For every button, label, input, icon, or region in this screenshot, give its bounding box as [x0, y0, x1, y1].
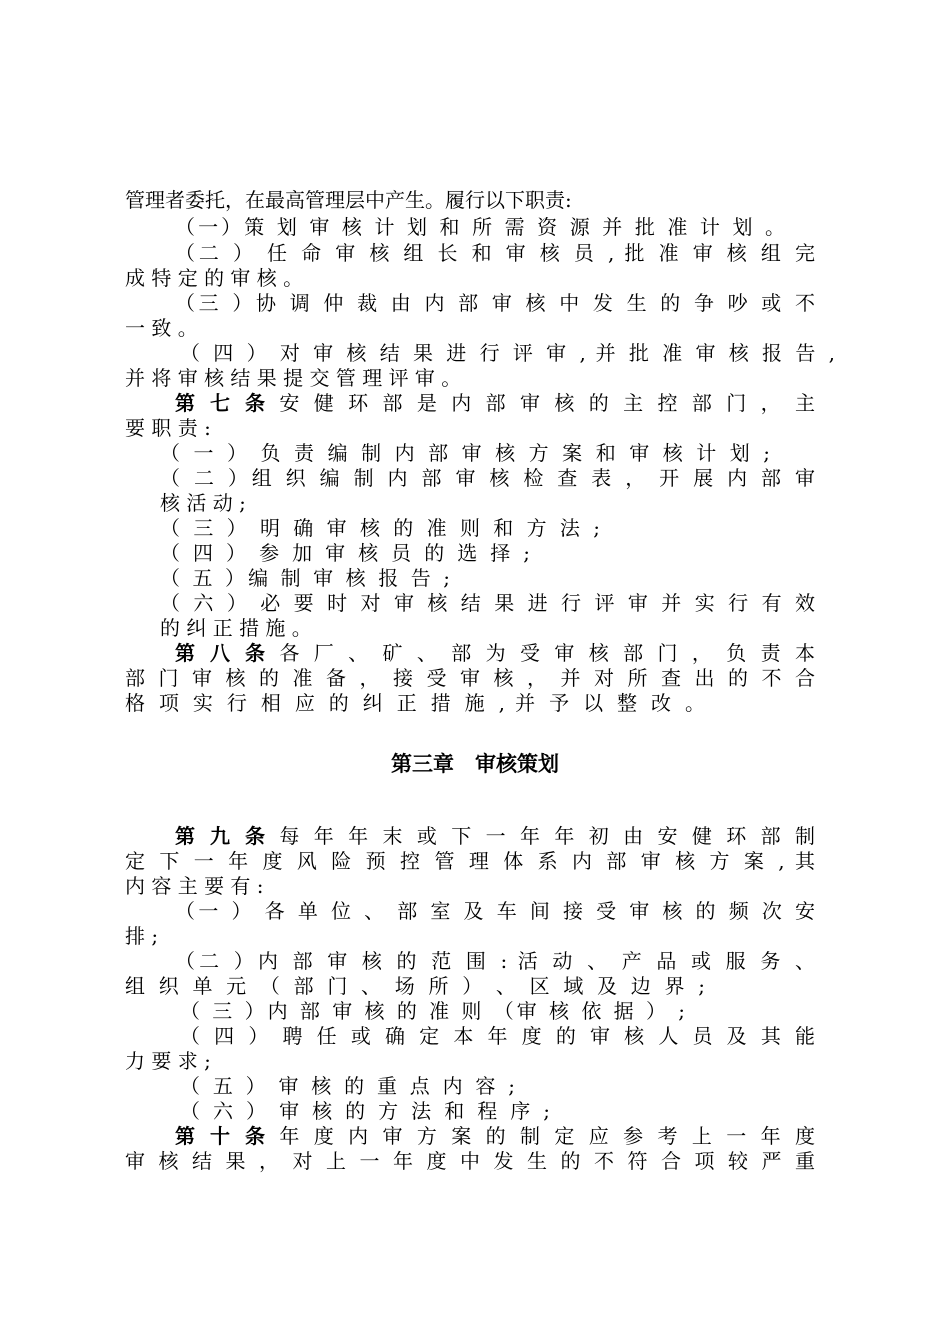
list-item: （ 一 ） 负 责 编 制 内 部 审 核 方 案 和 审 核 计 划 ;: [160, 441, 770, 465]
text-line: 一 致 。: [125, 316, 198, 340]
article-label: 第 九 条: [175, 824, 269, 848]
text-line: （一）策 划 审 核 计 划 和 所 需 资 源 并 批 准 计 划 。: [175, 215, 785, 239]
text-line: （二 ） 任 命 审 核 组 长 和 审 核 员 , 批 准 审 核 组 完: [175, 241, 815, 265]
list-item: （二 ）内 部 审 核 的 范 围 : 活 动 、 产 品 或 服 务 、: [175, 949, 815, 973]
text-line: 组 织 单 元 （ 部 门 、 场 所 ） 、 区 域 及 边 界 ;: [125, 974, 705, 998]
text-line: 内 容 主 要 有 :: [125, 874, 264, 898]
article-label: 第 八 条: [175, 641, 269, 665]
list-item: （一 ） 各 单 位 、 部 室 及 车 间 接 受 审 核 的 频 次 安: [175, 899, 815, 923]
text-line: 排 ;: [125, 924, 159, 948]
list-item: （ 四 ） 参 加 审 核 员 的 选 择 ;: [160, 541, 530, 565]
article-8: 第 八 条 各 厂 、 矿 、 部 为 受 审 核 部 门 ， 负 责 本: [175, 641, 815, 665]
text-line: 核 活 动 ;: [160, 491, 246, 515]
list-item: （ 三 ）内 部 审 核 的 准 则 （审 核 依 据 ） ;: [180, 999, 685, 1023]
list-item: （ 五 ） 审 核 的 重 点 内 容 ;: [180, 1074, 515, 1098]
text-line: （三 ）协 调 仲 裁 由 内 部 审 核 中 发 生 的 争 吵 或 不: [175, 291, 815, 315]
article-10: 第 十 条 年 度 内 审 方 案 的 制 定 应 参 考 上 一 年 度: [175, 1124, 815, 1148]
list-item: （ 二 ）组 织 编 制 内 部 审 核 检 查 表 ， 开 展 内 部 审: [160, 466, 815, 490]
article-9: 第 九 条 每 年 年 末 或 下 一 年 年 初 由 安 健 环 部 制: [175, 824, 815, 848]
article-label: 第 十 条: [175, 1124, 269, 1148]
text-line: 力 要 求 ;: [125, 1049, 211, 1073]
text-line: 的 纠 正 措 施 。: [160, 616, 312, 640]
list-item: （ 四 ） 聘 任 或 确 定 本 年 度 的 审 核 人 员 及 其 能: [180, 1024, 815, 1048]
chapter-heading: 第三章 审核策划: [391, 751, 559, 776]
list-item: （ 五 ）编 制 审 核 报 告 ;: [160, 566, 450, 590]
text-line: 成 特 定 的 审 核 。: [125, 266, 304, 290]
text-line: 审 核 结 果 ， 对 上 一 年 度 中 发 生 的 不 符 合 项 较 严 重: [125, 1149, 815, 1173]
list-item: （ 六 ） 必 要 时 对 审 核 结 果 进 行 评 审 并 实 行 有 效: [160, 591, 815, 615]
article-label: 第 七 条: [175, 391, 269, 415]
list-item: （ 六 ） 审 核 的 方 法 和 程 序 ;: [180, 1099, 550, 1123]
article-7: 第 七 条 安 健 环 部 是 内 部 审 核 的 主 控 部 门 ， 主: [175, 391, 815, 415]
text-line: 部 门 审 核 的 准 备 ， 接 受 审 核 ， 并 对 所 查 出 的 不 合: [125, 666, 815, 690]
text-line: （ 四 ） 对 审 核 结 果 进 行 评 审 , 并 批 准 审 核 报 告 ,: [180, 341, 835, 365]
text-line: 要 职 责 :: [125, 416, 211, 440]
text-line: 管理者委托，在最高管理层中产生。履行以下职责:: [125, 188, 572, 212]
list-item: （ 三 ） 明 确 审 核 的 准 则 和 方 法 ;: [160, 516, 600, 540]
text-line: 格 项 实 行 相 应 的 纠 正 措 施 , 并 予 以 整 改 。: [125, 691, 705, 715]
text-line: 并 将 审 核 结 果 提 交 管 理 评 审 。: [125, 366, 462, 390]
text-line: 定 下 一 年 度 风 险 预 控 管 理 体 系 内 部 审 核 方 案 , 其: [125, 849, 815, 873]
